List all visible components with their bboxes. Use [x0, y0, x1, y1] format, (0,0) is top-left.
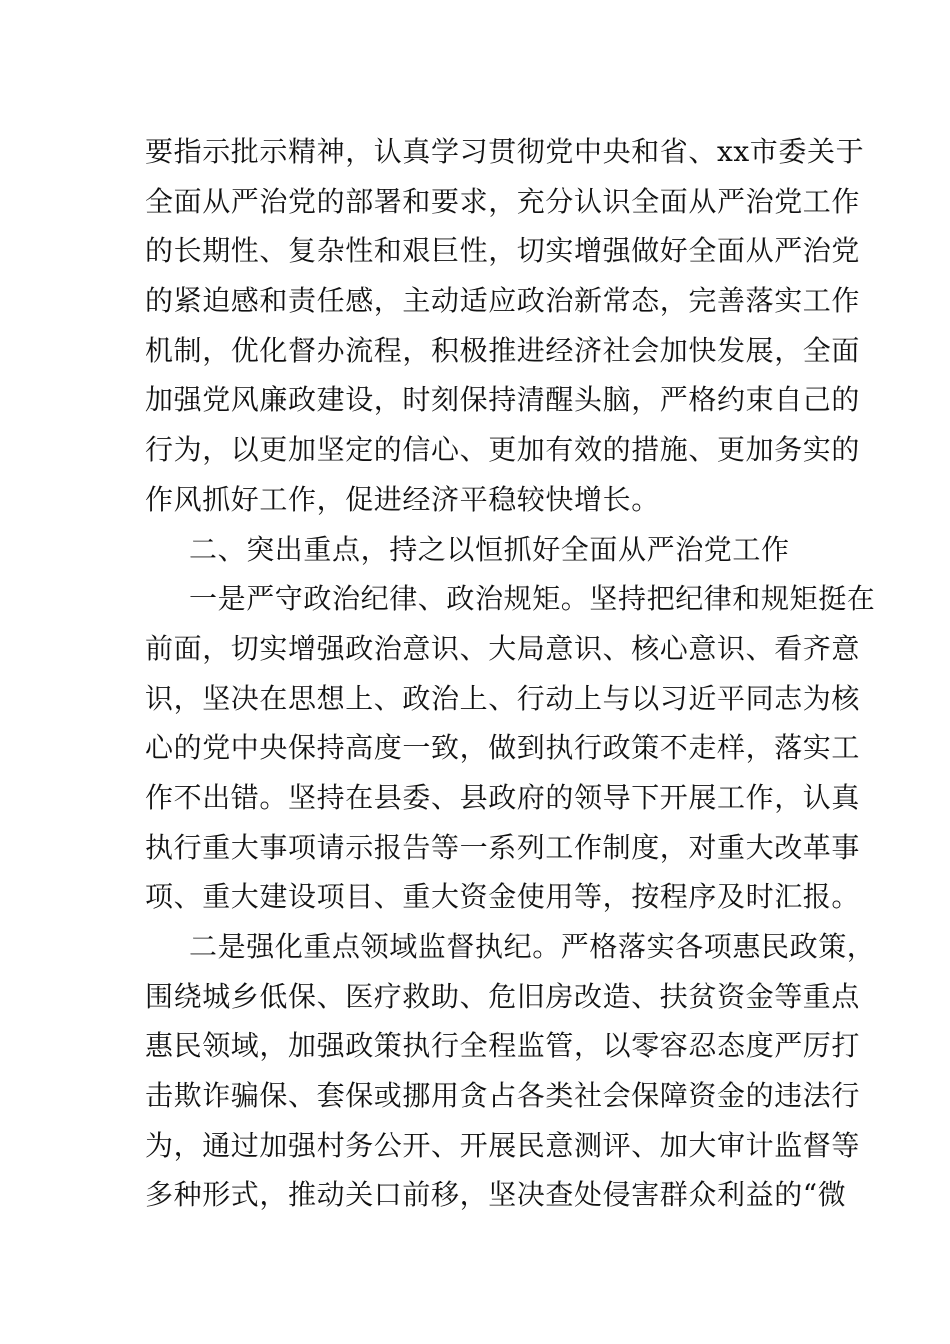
text-line: 加强党风廉政建设，时刻保持清醒头脑，严格约束自己的 — [145, 383, 861, 417]
paragraph-first-line: 二是强化重点领域监督执纪。严格落实各项惠民政策， — [189, 930, 876, 963]
text-line: 执行重大事项请示报告等一系列工作制度，对重大改革事 — [145, 830, 861, 864]
text-line: 全面从严治党的部署和要求，充分认识全面从严治党工作 — [145, 184, 861, 218]
text-line: 识，坚决在思想上、政治上、行动上与以习近平同志为核 — [145, 681, 861, 715]
text-line: 击欺诈骗保、套保或挪用贪占各类社会保障资金的违法行 — [145, 1079, 861, 1113]
text-line: 为，通过加强村务公开、开展民意测评、加大审计监督等 — [145, 1128, 861, 1162]
text-line: 心的党中央保持高度一致，做到执行政策不走样，落实工 — [145, 731, 861, 765]
text-line: 惠民领域，加强政策执行全程监管，以零容忍态度严厉打 — [145, 1029, 861, 1063]
text-line: 的长期性、复杂性和艰巨性，切实增强做好全面从严治党 — [145, 234, 861, 268]
text-line: 作风抓好工作，促进经济平稳较快增长。 — [145, 482, 660, 516]
text-line: 项、重大建设项目、重大资金使用等，按程序及时汇报。 — [145, 880, 861, 914]
text-line: 多种形式，推动关口前移，坚决查处侵害群众利益的“微 — [145, 1178, 847, 1212]
text-line: 围绕城乡低保、医疗救助、危旧房改造、扶贫资金等重点 — [145, 979, 861, 1013]
text-line: 的紧迫感和责任感，主动适应政治新常态，完善落实工作 — [145, 284, 861, 318]
document-body — [145, 127, 876, 1220]
text-line: 行为，以更加坚定的信心、更加有效的措施、更加务实的 — [145, 433, 861, 467]
section-heading: 二、突出重点，持之以恒抓好全面从严治党工作 — [189, 532, 790, 566]
text-line: 作不出错。坚持在县委、县政府的领导下开展工作，认真 — [145, 780, 861, 814]
text-line: 要指示批示精神，认真学习贯彻党中央和省、xx市委关于 — [145, 135, 865, 168]
text-line: 机制，优化督办流程，积极推进经济社会加快发展，全面 — [145, 333, 861, 367]
paragraph-first-line: 一是严守政治纪律、政治规矩。坚持把纪律和规矩挺在 — [189, 582, 876, 616]
text-line: 前面，切实增强政治意识、大局意识、核心意识、看齐意 — [145, 631, 861, 665]
